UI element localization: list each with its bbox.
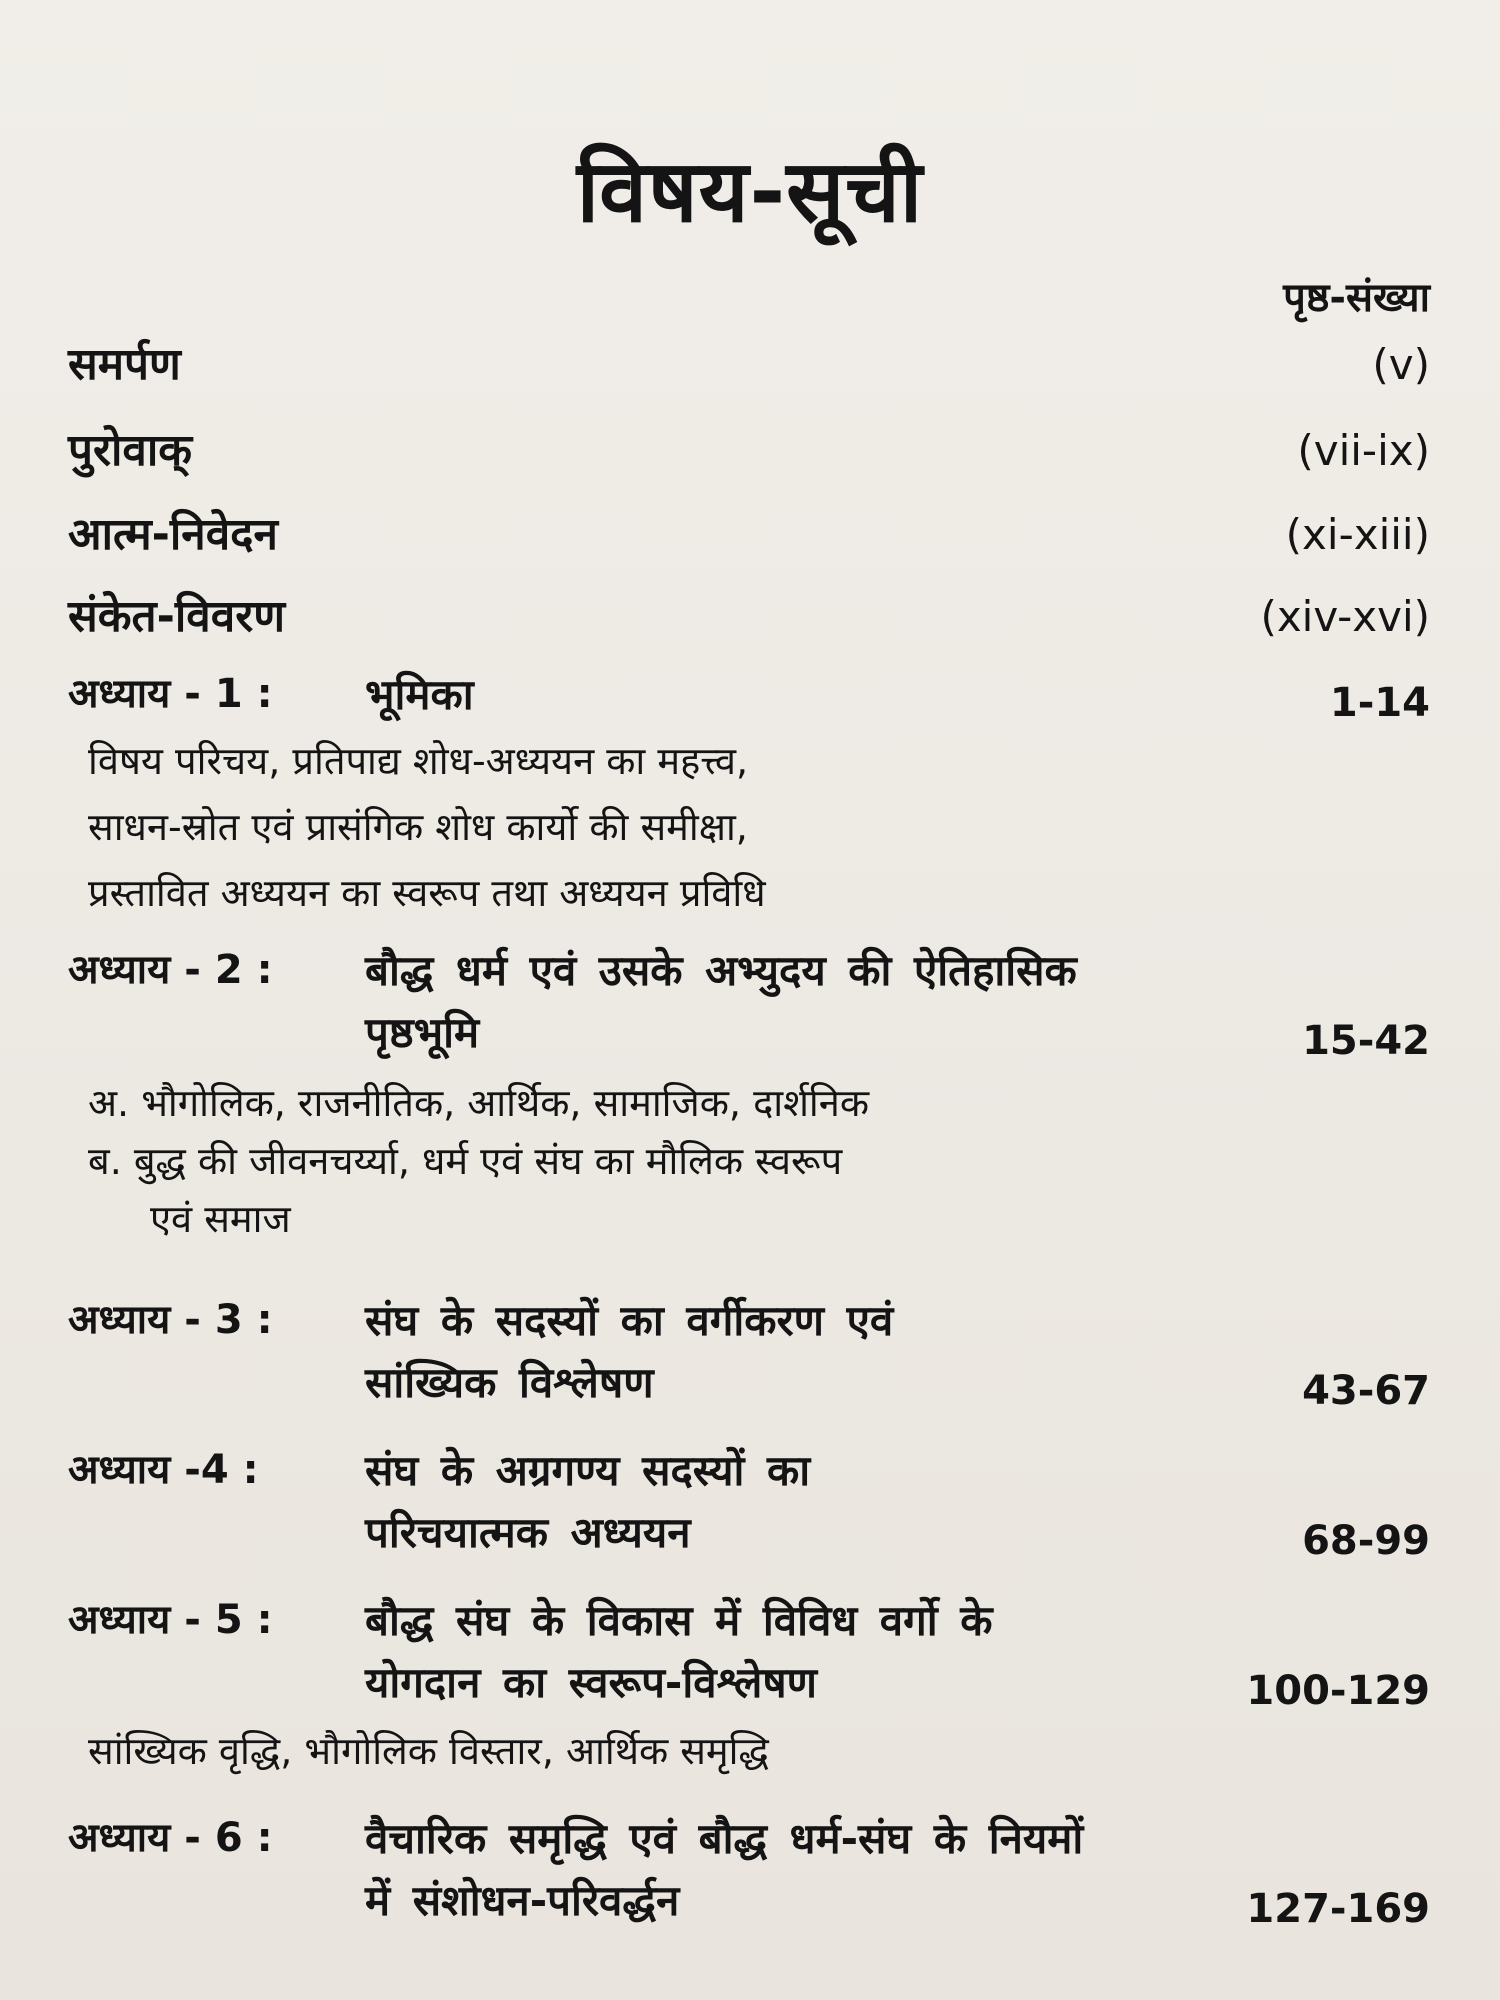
chapter-pages: 100-129 (1246, 1668, 1430, 1714)
toc-entry-label: समर्पण (68, 339, 181, 390)
toc-entry-pages: (vii-ix) (1297, 426, 1430, 475)
chapter-title: वैचारिक समृद्धि एवं बौद्ध धर्म-संघ के नियमों (365, 1814, 1084, 1863)
chapter-title: संघ के अग्रगण्य सदस्यों का (365, 1446, 811, 1495)
toc-entry-label: पुरोवाक् (68, 425, 193, 476)
description-line: सांख्यिक वृद्धि, भौगोलिक विस्तार, आर्थिक समृद्धि (88, 1729, 769, 1773)
toc-entry-label: संकेत-विवरण (68, 591, 286, 642)
chapter-title: बौद्ध धर्म एवं उसके अभ्युदय की ऐतिहासिक (365, 946, 1077, 995)
toc-entry-author-note (68, 502, 1430, 562)
chapter-title-continued: योगदान का स्वरूप-विश्लेषण (365, 1658, 818, 1707)
chapter-title-continued: पृष्ठभूमि (365, 1008, 480, 1057)
description-line: ब. बुद्ध की जीवनचर्य्या, धर्म एवं संघ का मौलिक स्वरूप (88, 1139, 843, 1183)
description-line: अ. भौगोलिक, राजनीतिक, आर्थिक, सामाजिक, दार्शनिक (88, 1081, 870, 1125)
toc-chapter-4 (68, 1440, 1430, 1564)
chapter-pages: 1-14 (1329, 680, 1430, 726)
page-title: विषय-सूची (576, 142, 924, 242)
description-line: विषय परिचय, प्रतिपाद्य शोध-अध्ययन का महत्त्व, (88, 739, 749, 783)
description-line: प्रस्तावित अध्ययन का स्वरूप तथा अध्ययन प्रविधि (88, 871, 766, 915)
chapter-pages: 15-42 (1302, 1018, 1430, 1064)
chapter-title: बौद्ध संघ के विकास में विविध वर्गो के (365, 1596, 993, 1645)
chapter-pages: 68-99 (1302, 1518, 1430, 1564)
chapter-number: अध्याय - 5 : (68, 1597, 273, 1643)
toc-entry-pages: (xi-xiii) (1285, 510, 1430, 559)
chapter-title-continued: परिचयात्मक अध्ययन (365, 1508, 691, 1557)
chapter-number: अध्याय -4 : (68, 1447, 259, 1493)
chapter-pages: 43-67 (1302, 1368, 1430, 1414)
page-number-heading: पृष्ठ-संख्या (1283, 275, 1430, 321)
description-line: एवं समाज (150, 1197, 291, 1241)
chapter-pages: 127-169 (1246, 1886, 1430, 1932)
toc-chapter-2 (68, 940, 1430, 1064)
toc-chapter-3 (68, 1290, 1430, 1414)
chapter-title-continued: सांख्यिक विश्लेषण (365, 1358, 654, 1407)
toc-entry-dedication (68, 332, 1430, 392)
toc-chapter-6 (68, 1808, 1430, 1932)
chapter-title: संघ के सदस्यों का वर्गीकरण एवं (365, 1296, 894, 1345)
toc-entry-pages: (xiv-xvi) (1260, 592, 1430, 641)
toc-entry-label: आत्म-निवेदन (68, 509, 278, 560)
chapter-1-description (88, 728, 1380, 926)
toc-chapter-1 (68, 664, 1430, 726)
chapter-number: अध्याय - 6 : (68, 1815, 273, 1861)
toc-entry-pages: (v) (1372, 340, 1430, 389)
chapter-5-description (88, 1718, 1380, 1784)
chapter-title: भूमिका (365, 670, 474, 719)
chapter-number: अध्याय - 2 : (68, 947, 273, 993)
toc-entry-abbreviations (68, 584, 1430, 644)
chapter-title-continued: में संशोधन-परिवर्द्धन (365, 1876, 680, 1925)
chapter-2-description (88, 1074, 1380, 1248)
chapter-number: अध्याय - 1 : (68, 671, 273, 717)
chapter-number: अध्याय - 3 : (68, 1297, 273, 1343)
toc-entry-foreword (68, 418, 1430, 478)
description-line: साधन-स्रोत एवं प्रासंगिक शोध कार्यो की समीक्षा, (88, 805, 748, 849)
toc-chapter-5 (68, 1590, 1430, 1714)
